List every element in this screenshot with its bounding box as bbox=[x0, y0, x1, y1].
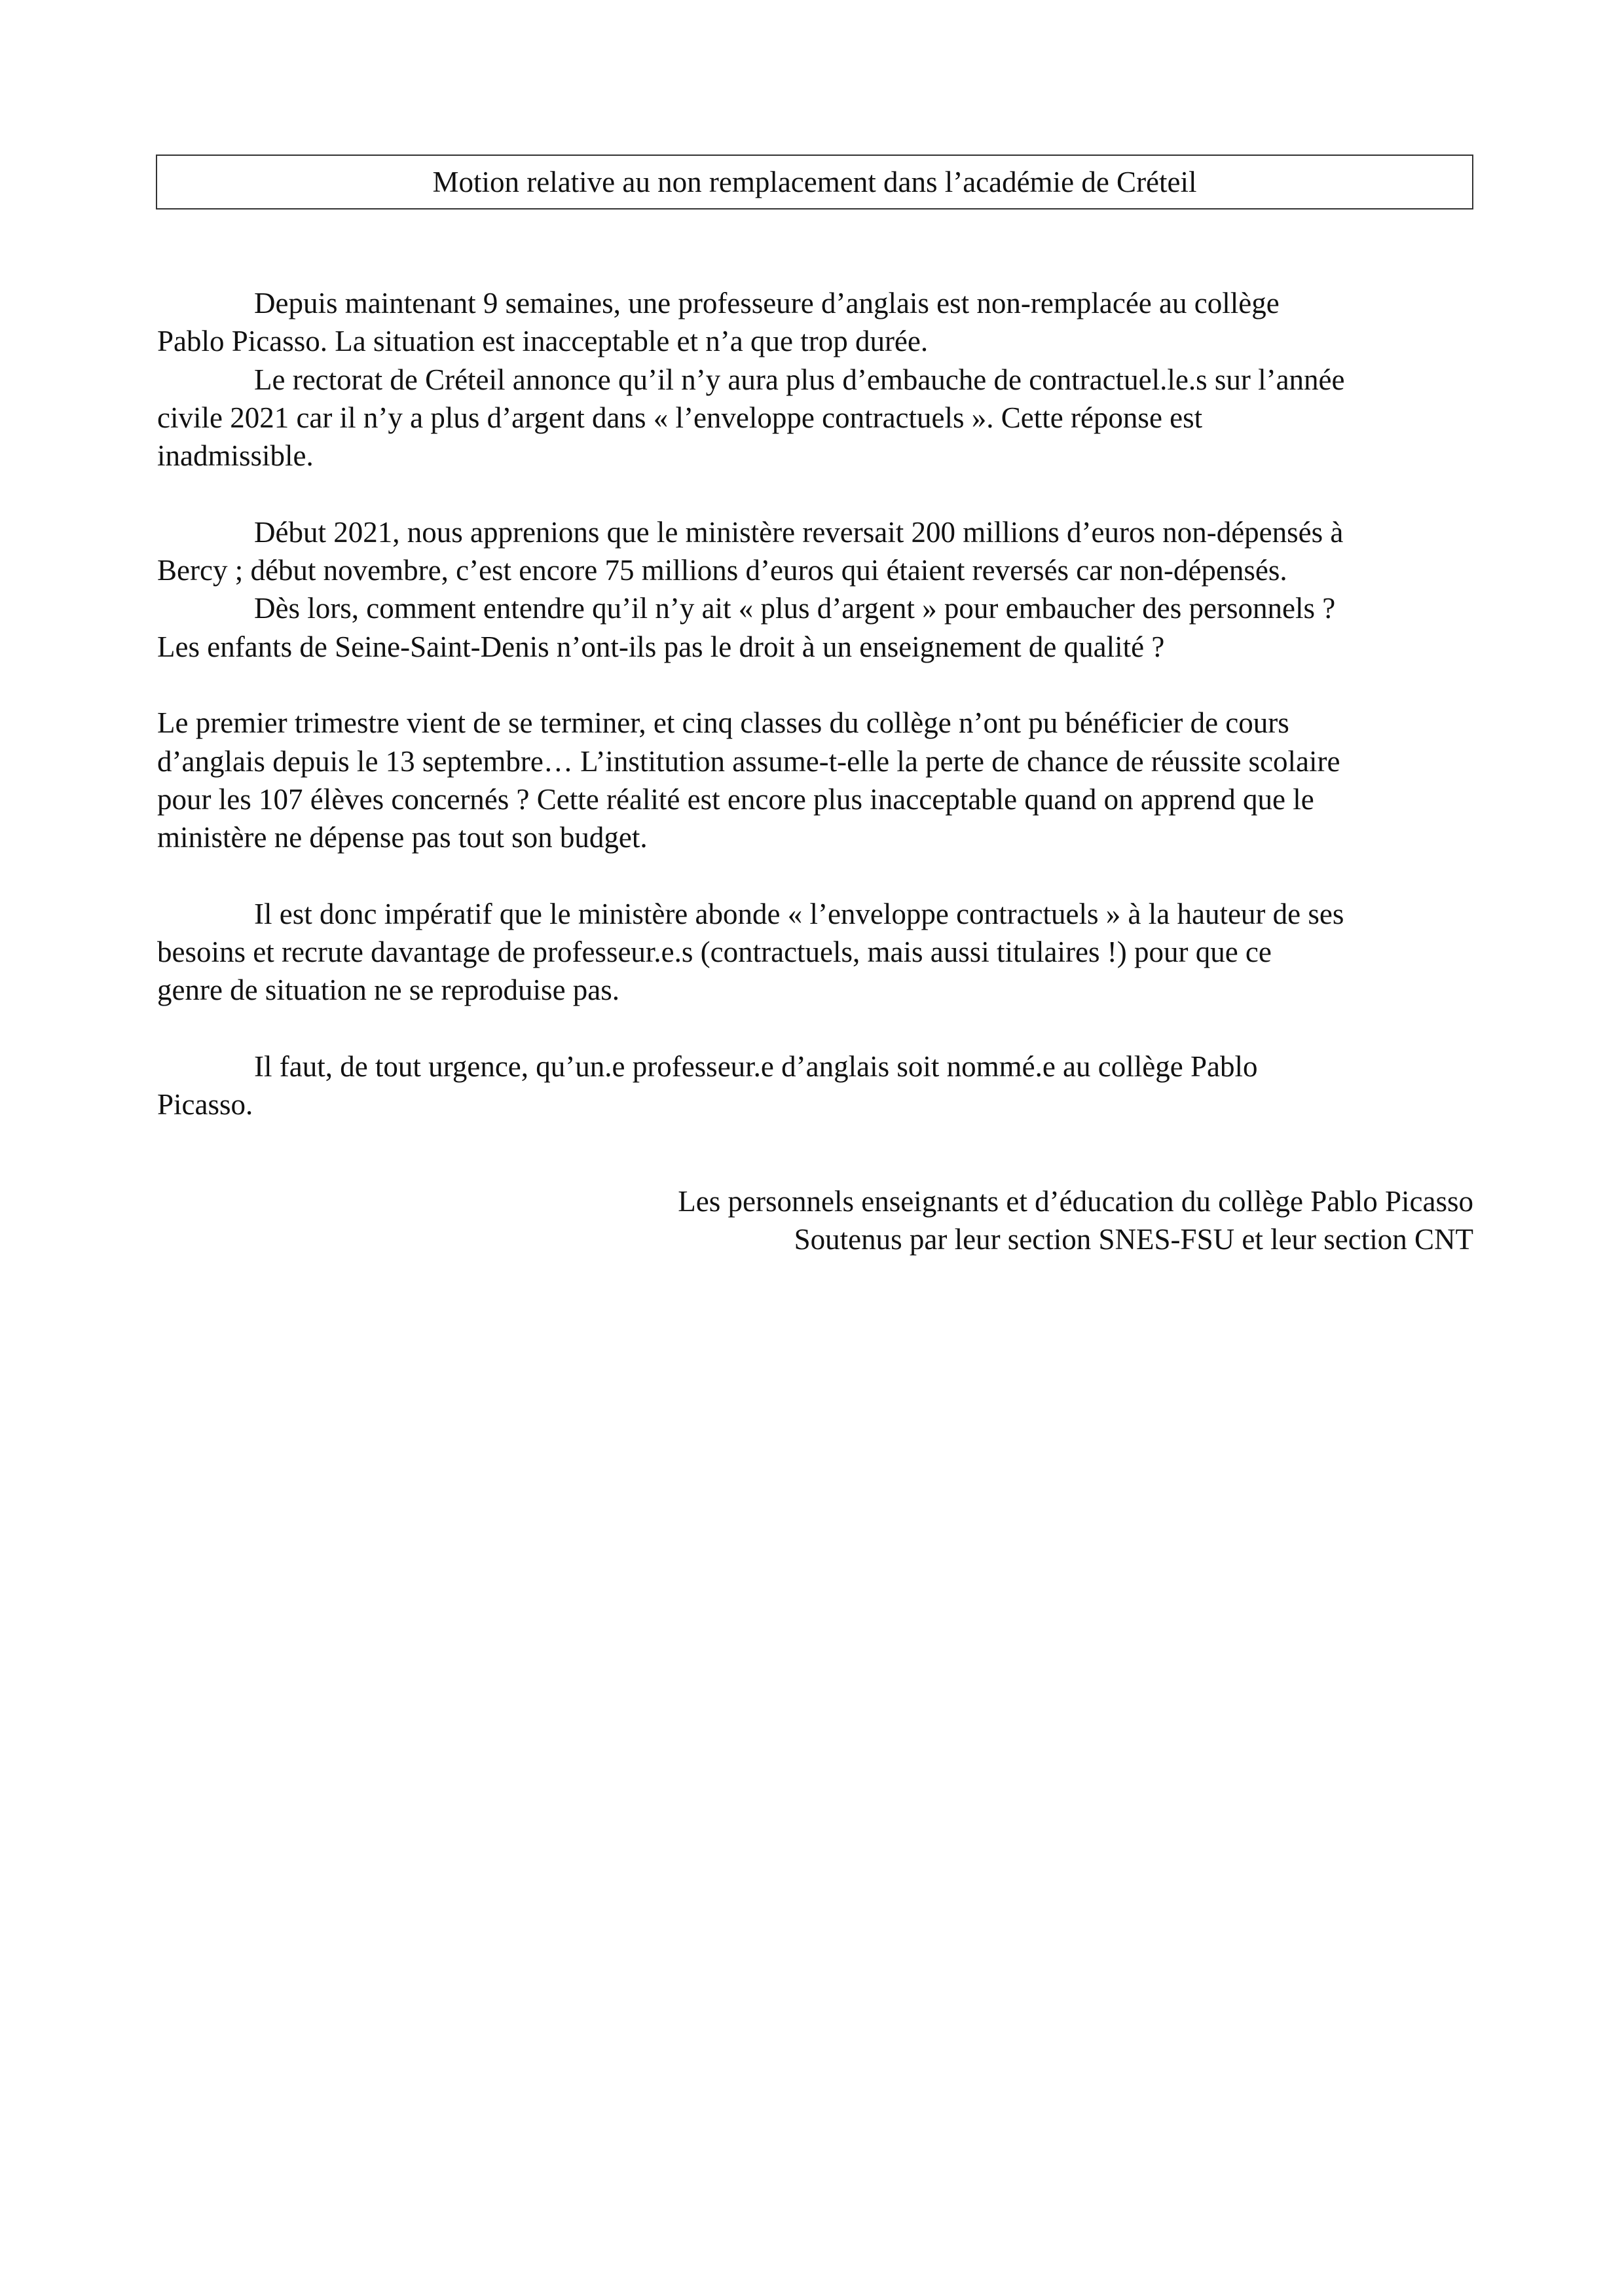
paragraph-5 bbox=[157, 704, 1473, 856]
paragraph-line: Picasso. bbox=[157, 1088, 253, 1121]
signature-line: Soutenus par leur section SNES-FSU et leur section CNT bbox=[794, 1223, 1473, 1256]
paragraph-6 bbox=[157, 895, 1473, 1010]
paragraph-gap bbox=[157, 475, 1473, 513]
paragraph-line: civile 2021 car il n’y a plus d’argent dans « l’enveloppe contractuels ». Cette réponse est bbox=[157, 401, 1203, 434]
signature-block bbox=[678, 1182, 1473, 1259]
signature-line: Les personnels enseignants et d’éducation du collège Pablo Picasso bbox=[678, 1185, 1473, 1218]
paragraph-line: Les enfants de Seine-Saint-Denis n’ont-ils pas le droit à un enseignement de qualité ? bbox=[157, 630, 1165, 663]
paragraph-line: Pablo Picasso. La situation est inacceptable et n’a que trop durée. bbox=[157, 325, 929, 358]
paragraph-line: Il est donc impératif que le ministère abonde « l’enveloppe contractuels » à la hauteur de ses bbox=[254, 897, 1344, 930]
paragraph-line: genre de situation ne se reproduise pas. bbox=[157, 974, 620, 1007]
paragraph-line: d’anglais depuis le 13 septembre… L’institution assume-t-elle la perte de chance de réussite scolaire bbox=[157, 744, 1340, 778]
paragraph-line: Le premier trimestre vient de se terminer, et cinq classes du collège n’ont pu bénéficier de cours bbox=[157, 706, 1289, 740]
paragraph-line: Dès lors, comment entendre qu’il n’y ait « plus d’argent » pour embaucher des personnels ? bbox=[254, 592, 1336, 625]
document-title: Motion relative au non remplacement dans l’académie de Créteil bbox=[432, 165, 1197, 198]
paragraph-2 bbox=[157, 361, 1473, 475]
paragraph-7 bbox=[157, 1048, 1473, 1124]
paragraph-line: besoins et recrute davantage de professeur.e.s (contractuels, mais aussi titulaires !) pour que ce bbox=[157, 936, 1272, 969]
paragraph-4 bbox=[157, 589, 1473, 666]
paragraph-line: Début 2021, nous apprenions que le ministère reversait 200 millions d’euros non-dépensés à bbox=[254, 515, 1344, 549]
paragraph-gap bbox=[157, 856, 1473, 894]
paragraph-line: ministère ne dépense pas tout son budget. bbox=[157, 821, 648, 854]
paragraph-1 bbox=[157, 284, 1473, 361]
title-box bbox=[156, 155, 1473, 210]
paragraph-gap bbox=[157, 1010, 1473, 1048]
paragraph-line: pour les 107 élèves concernés ? Cette réalité est encore plus inacceptable quand on apprend que le bbox=[157, 782, 1314, 816]
paragraph-3 bbox=[157, 513, 1473, 590]
paragraph-line: Il faut, de tout urgence, qu’un.e professeur.e d’anglais soit nommé.e au collège Pablo bbox=[254, 1049, 1258, 1083]
document-body bbox=[157, 284, 1473, 1124]
paragraph-line: inadmissible. bbox=[157, 439, 314, 473]
paragraph-line: Depuis maintenant 9 semaines, une professeure d’anglais est non-remplacée au collège bbox=[254, 287, 1280, 319]
paragraph-gap bbox=[157, 666, 1473, 704]
paragraph-line: Le rectorat de Créteil annonce qu’il n’y aura plus d’embauche de contractuel.le.s sur l’année bbox=[254, 363, 1345, 396]
paragraph-line: Bercy ; début novembre, c’est encore 75 millions d’euros qui étaient reversés car non-dépensés. bbox=[157, 554, 1287, 587]
